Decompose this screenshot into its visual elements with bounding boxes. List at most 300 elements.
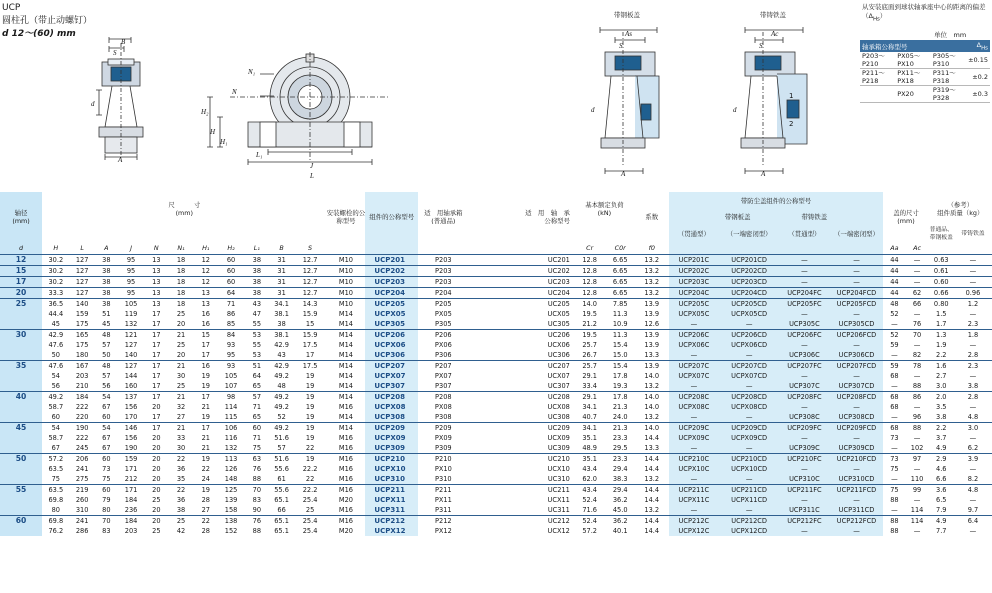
- table-cell: 38.1: [269, 329, 293, 340]
- table-cell: 222: [75, 433, 89, 442]
- table-cell: 22.2: [294, 484, 327, 495]
- table-cell: —: [905, 276, 928, 287]
- table-cell: 13: [144, 276, 168, 287]
- table-cell: 85: [226, 319, 236, 328]
- table-cell: 115: [224, 412, 238, 421]
- table-cell: UCP305CD: [830, 319, 884, 330]
- steel-cover-drawing: [585, 26, 675, 176]
- table-cell: 13.2: [644, 381, 660, 390]
- table-cell: UCP206FC: [779, 329, 830, 340]
- table-cell: —: [719, 319, 779, 330]
- col-H1: H₁: [202, 243, 210, 252]
- table-cell: 106: [218, 422, 244, 433]
- table-cell: 51.6: [274, 433, 289, 442]
- table-cell: 7.85: [605, 298, 634, 309]
- table-cell: UCP310C: [779, 474, 830, 485]
- table-cell: 19: [294, 391, 327, 402]
- table-cell: 29.4: [605, 484, 634, 495]
- table-cell: 127: [69, 265, 94, 276]
- table-cell: 11.3: [605, 329, 634, 340]
- table-cell: —: [891, 505, 898, 514]
- table-cell: —: [969, 495, 977, 504]
- table-cell: UCP208C: [669, 391, 720, 402]
- table-cell: 93: [226, 340, 236, 349]
- table-cell: 57: [102, 371, 111, 380]
- table-cell: —: [913, 433, 921, 442]
- table-cell: 4.8: [967, 412, 979, 421]
- table-cell: 13.9: [635, 329, 669, 340]
- table-cell: 21: [201, 433, 210, 442]
- table-cell: 13.9: [635, 298, 669, 309]
- table-cell: UCPX10CD: [719, 464, 779, 474]
- table-cell: 13.2: [635, 265, 669, 276]
- table-cell: M16: [338, 464, 353, 473]
- table-cell: 54: [51, 371, 60, 380]
- tolerance-header-housing: 轴承箱公称型号: [860, 40, 966, 52]
- table-cell: UCX07: [547, 371, 570, 380]
- table-row: [0, 360, 992, 371]
- table-cell: UCPX08CD: [719, 402, 779, 412]
- table-cell: 13: [144, 265, 168, 276]
- table-cell: 2.3: [967, 319, 979, 328]
- svg-text:As: As: [625, 30, 632, 38]
- table-cell: 138: [218, 515, 244, 526]
- table-cell: P210: [418, 453, 469, 464]
- table-cell: 47: [252, 309, 262, 318]
- header-dims: 尺 寸 (mm): [168, 201, 201, 217]
- table-cell: UC308: [547, 412, 570, 421]
- table-cell: —: [830, 265, 884, 276]
- table-cell: 88: [883, 515, 905, 526]
- table-cell: M10: [326, 276, 365, 287]
- table-cell: —: [719, 474, 779, 485]
- table-cell: 66: [905, 298, 928, 309]
- table-cell: 25: [152, 495, 161, 504]
- table-cell: 38: [95, 276, 118, 287]
- table-cell: 65: [252, 381, 262, 390]
- table-header: [0, 192, 992, 254]
- table-cell: 38: [244, 254, 269, 265]
- table-cell: UCP311CD: [830, 505, 884, 516]
- table-cell: 180: [75, 350, 89, 359]
- table-cell: —: [905, 254, 928, 265]
- table-cell: 206: [69, 453, 94, 464]
- unit-model: UCP207: [365, 360, 418, 371]
- table-cell: UCP212FC: [779, 515, 830, 526]
- table-cell: UCP204CD: [719, 287, 779, 298]
- table-cell: 212: [124, 474, 138, 483]
- table-cell: 1.5: [936, 309, 947, 318]
- table-cell: 113: [218, 453, 244, 464]
- table-cell: 19: [305, 371, 315, 380]
- table-cell: 1.3: [929, 329, 954, 340]
- table-cell: 47.6: [48, 340, 64, 349]
- table-cell: 23.3: [612, 433, 628, 442]
- table-cell: 55.6: [274, 464, 289, 473]
- table-cell: 29.4: [612, 464, 628, 473]
- table-cell: UCP206FCD: [830, 329, 884, 340]
- col-f0: f0: [648, 243, 655, 252]
- table-cell: —: [669, 319, 720, 330]
- table-cell: —: [669, 505, 720, 516]
- table-cell: 13.2: [635, 254, 669, 265]
- table-cell: M16: [326, 515, 365, 526]
- table-cell: M14: [338, 319, 353, 328]
- table-cell: —: [891, 443, 898, 452]
- table-cell: 14.4: [644, 526, 660, 535]
- table-cell: —: [954, 254, 992, 265]
- table-cell: 127: [69, 276, 94, 287]
- table-cell: 220: [75, 412, 89, 421]
- table-cell: 38: [176, 505, 186, 514]
- header-steel-closed: （一端密闭型）: [719, 226, 779, 242]
- svg-text:B: B: [121, 38, 126, 46]
- table-cell: PX12: [434, 526, 452, 535]
- table-cell: UCX12: [547, 526, 570, 535]
- table-row: [0, 371, 992, 381]
- table-cell: 22: [201, 464, 210, 473]
- table-cell: 17: [194, 391, 218, 402]
- table-cell: M14: [326, 360, 365, 371]
- table-row: [0, 298, 992, 309]
- header-mass: （参考） 组件质量（kg）: [937, 201, 984, 217]
- table-cell: 30.2: [42, 265, 69, 276]
- table-cell: 52: [277, 412, 286, 421]
- table-cell: 236: [124, 505, 138, 514]
- table-cell: 19: [305, 381, 315, 390]
- header-bolt: 安装螺栓的公称型号: [326, 209, 366, 225]
- table-cell: 16: [194, 360, 218, 371]
- unit-model: UCP208: [365, 391, 418, 402]
- table-cell: UCP309CD: [830, 443, 884, 454]
- table-cell: 19: [201, 381, 210, 390]
- table-cell: 132: [124, 319, 138, 328]
- table-cell: P209: [418, 422, 469, 433]
- table-cell: 45: [102, 319, 111, 328]
- unit-model: UCP212: [365, 515, 418, 526]
- table-cell: 51: [244, 360, 269, 371]
- header-shaft: 轴径 (mm): [0, 192, 42, 242]
- unit-model: UCPX12: [365, 526, 418, 536]
- table-cell: 2.3: [954, 360, 992, 371]
- table-cell: P208: [418, 391, 469, 402]
- table-cell: 42.9: [274, 340, 289, 349]
- table-cell: 3.9: [954, 453, 992, 464]
- table-cell: 20: [152, 443, 161, 452]
- table-cell: 27: [176, 412, 186, 421]
- unit-model: UCP309: [365, 443, 418, 454]
- table-cell: 19: [305, 433, 315, 442]
- table-cell: UCP210FCD: [830, 453, 884, 464]
- table-cell: UCP204FC: [779, 287, 830, 298]
- table-cell: UCPX08C: [669, 402, 720, 412]
- table-cell: 71: [252, 402, 262, 411]
- front-view-drawing: [190, 52, 390, 182]
- table-cell: 36.2: [605, 515, 634, 526]
- table-cell: 127: [69, 254, 94, 265]
- table-cell: 22.2: [302, 464, 318, 473]
- table-cell: 30: [176, 371, 186, 380]
- shaft-diameter: [0, 474, 42, 485]
- table-cell: UCP208FCD: [830, 391, 884, 402]
- table-cell: —: [830, 433, 884, 443]
- shaft-diameter: [0, 433, 42, 443]
- table-cell: P311: [435, 505, 452, 514]
- table-cell: 43: [277, 350, 286, 359]
- table-cell: 17.5: [294, 360, 327, 371]
- table-cell: 73: [883, 453, 905, 464]
- table-cell: 44: [883, 287, 905, 298]
- table-cell: 25.7: [582, 340, 597, 349]
- table-row: [0, 526, 992, 536]
- table-cell: UCP308CD: [830, 412, 884, 423]
- table-cell: 51.6: [269, 453, 293, 464]
- table-cell: 21: [168, 391, 193, 402]
- table-cell: UC203: [469, 276, 574, 287]
- table-cell: 57: [244, 391, 269, 402]
- table-cell: 18: [168, 265, 193, 276]
- table-row: [0, 402, 992, 412]
- table-cell: 28: [201, 495, 210, 504]
- table-cell: 68: [883, 391, 905, 402]
- table-cell: 3.5: [936, 402, 947, 411]
- table-cell: 71: [218, 298, 244, 309]
- table-cell: UC209: [469, 422, 574, 433]
- table-cell: M16: [338, 505, 353, 514]
- table-cell: 6.65: [605, 265, 634, 276]
- table-cell: 19: [294, 453, 327, 464]
- table-cell: 75: [890, 464, 899, 473]
- table-cell: 45: [51, 319, 60, 328]
- table-cell: 88: [252, 474, 262, 483]
- table-cell: 116: [224, 433, 238, 442]
- table-cell: 38: [95, 265, 118, 276]
- table-cell: 32: [176, 402, 186, 411]
- table-cell: 43.4: [582, 464, 597, 473]
- table-cell: 0.61: [929, 265, 954, 276]
- table-cell: 58.7: [48, 402, 64, 411]
- col-B: B: [279, 243, 284, 252]
- table-cell: P207: [418, 360, 469, 371]
- shaft-diameter: 35: [0, 360, 42, 371]
- table-cell: 12.8: [574, 254, 606, 265]
- table-row: [0, 381, 992, 392]
- table-cell: 13.2: [635, 287, 669, 298]
- table-cell: 127: [118, 360, 144, 371]
- table-cell: 53: [244, 329, 269, 340]
- table-cell: 73: [102, 464, 111, 473]
- table-cell: 18: [168, 298, 193, 309]
- table-cell: M10: [326, 298, 365, 309]
- table-cell: 310: [75, 505, 89, 514]
- svg-text:d: d: [591, 106, 595, 114]
- unit-model: UCP210: [365, 453, 418, 464]
- table-cell: 35.1: [574, 453, 606, 464]
- header-unit-no: 组件的公称型号: [365, 192, 418, 242]
- table-cell: 86: [905, 391, 928, 402]
- table-cell: UCP205C: [669, 298, 720, 309]
- table-cell: 3.7: [936, 433, 947, 442]
- table-cell: 64: [218, 287, 244, 298]
- table-cell: —: [969, 526, 977, 535]
- table-cell: 60: [218, 254, 244, 265]
- table-cell: 152: [224, 526, 238, 535]
- svg-text:d: d: [91, 100, 95, 108]
- table-cell: 65: [252, 412, 262, 421]
- table-cell: UCP307CD: [830, 381, 884, 392]
- unit-model: UCPX06: [365, 340, 418, 350]
- col-Ac: Ac: [913, 243, 921, 252]
- table-cell: 25: [305, 505, 315, 514]
- table-cell: P203: [418, 254, 469, 265]
- unit-model: UCPX10: [365, 464, 418, 474]
- table-cell: M16: [326, 453, 365, 464]
- table-cell: 175: [75, 340, 89, 349]
- table-cell: 10.9: [612, 319, 628, 328]
- table-cell: 14.0: [644, 402, 660, 411]
- unit-model: UCP209: [365, 422, 418, 433]
- table-cell: PX10: [434, 464, 452, 473]
- table-cell: 114: [905, 515, 928, 526]
- table-cell: —: [779, 433, 830, 443]
- table-cell: 17.8: [605, 391, 634, 402]
- table-cell: 98: [218, 391, 244, 402]
- table-cell: UCP210FC: [779, 453, 830, 464]
- table-cell: 21.3: [605, 422, 634, 433]
- col-Cr: Cr: [586, 243, 594, 252]
- table-cell: 17: [144, 422, 168, 433]
- table-cell: 19: [194, 484, 218, 495]
- table-cell: —: [913, 340, 921, 349]
- table-cell: 60: [95, 453, 118, 464]
- table-cell: 62: [905, 287, 928, 298]
- table-cell: 2.9: [929, 453, 954, 464]
- table-cell: PX06: [434, 340, 452, 349]
- table-cell: 69.8: [42, 515, 69, 526]
- table-cell: 13.2: [635, 276, 669, 287]
- table-row: [0, 254, 992, 265]
- table-cell: 22: [305, 443, 315, 452]
- table-cell: UCP206C: [669, 329, 720, 340]
- cast-cover-drawing: [725, 26, 825, 176]
- table-cell: 12: [194, 276, 218, 287]
- table-cell: P204: [418, 287, 469, 298]
- table-cell: 20: [152, 505, 161, 514]
- table-cell: M10: [326, 254, 365, 265]
- table-row: [0, 474, 992, 485]
- table-cell: 210: [75, 381, 89, 390]
- table-cell: 34.1: [582, 402, 597, 411]
- table-cell: 114: [910, 505, 924, 514]
- table-cell: UCP212FCD: [830, 515, 884, 526]
- table-cell: 29.1: [582, 371, 597, 380]
- table-cell: UCP308C: [779, 412, 830, 423]
- table-cell: 20: [152, 433, 161, 442]
- table-cell: 38: [244, 287, 269, 298]
- unit-model: UCP205: [365, 298, 418, 309]
- table-cell: 19.5: [574, 329, 606, 340]
- table-cell: 16: [201, 319, 210, 328]
- table-cell: 0.66: [929, 287, 954, 298]
- table-cell: 59: [890, 340, 899, 349]
- table-cell: —: [891, 381, 898, 390]
- table-cell: 30: [176, 443, 186, 452]
- shaft-diameter: 15: [0, 265, 42, 276]
- table-cell: 148: [224, 474, 238, 483]
- table-cell: 15.9: [294, 329, 327, 340]
- table-cell: 35: [176, 474, 186, 483]
- table-row: [0, 515, 992, 526]
- table-cell: 63: [244, 453, 269, 464]
- table-cell: 57.2: [582, 526, 597, 535]
- table-cell: 17: [152, 340, 161, 349]
- table-cell: M14: [326, 422, 365, 433]
- table-cell: UCPX07C: [669, 371, 720, 381]
- tolerance-header-delta: $\Delta_{Hs}$: [966, 40, 990, 52]
- unit-model: UCPX07: [365, 371, 418, 381]
- table-cell: 140: [124, 350, 138, 359]
- svg-text:N₁: N₁: [248, 68, 256, 76]
- table-cell: 48: [95, 329, 118, 340]
- table-cell: 13.9: [635, 360, 669, 371]
- shaft-diameter: [0, 464, 42, 474]
- table-cell: 80: [102, 505, 111, 514]
- table-cell: 25.7: [574, 360, 606, 371]
- table-cell: 75: [51, 474, 60, 483]
- table-cell: 18: [168, 254, 193, 265]
- table-cell: 20: [152, 402, 161, 411]
- col-H: H: [53, 243, 59, 252]
- table-cell: 110: [910, 474, 924, 483]
- table-cell: 43.4: [574, 484, 606, 495]
- table-cell: UCPX06CD: [719, 340, 779, 350]
- table-cell: —: [891, 319, 898, 328]
- table-cell: 52.4: [582, 495, 597, 504]
- table-cell: 114: [224, 402, 238, 411]
- table-cell: UCPX09C: [669, 433, 720, 443]
- table-cell: 33: [176, 433, 186, 442]
- table-cell: UCPX11C: [669, 495, 720, 505]
- table-cell: 40.7: [582, 412, 597, 421]
- table-cell: 175: [75, 319, 89, 328]
- table-cell: 31: [269, 265, 293, 276]
- table-row: [0, 309, 992, 319]
- table-cell: 9.7: [967, 505, 979, 514]
- table-cell: 11.3: [612, 309, 628, 318]
- table-cell: 57: [277, 443, 286, 452]
- table-row: [0, 287, 992, 298]
- table-cell: 63.5: [42, 484, 69, 495]
- table-cell: 34.1: [574, 422, 606, 433]
- table-cell: 165: [69, 329, 94, 340]
- side-section-drawing: [85, 35, 185, 163]
- table-cell: 25: [168, 515, 193, 526]
- table-cell: UCPX05CD: [719, 309, 779, 319]
- table-cell: 18: [168, 287, 193, 298]
- shaft-diameter: [0, 495, 42, 505]
- col-L1: L₁: [253, 243, 260, 252]
- header-rating: 基本额定负荷 (kN): [585, 201, 624, 217]
- shaft-diameter: 17: [0, 276, 42, 287]
- table-cell: 50: [102, 350, 111, 359]
- unit-model: UCP211: [365, 484, 418, 495]
- table-cell: 119: [124, 309, 138, 318]
- table-cell: —: [719, 443, 779, 454]
- table-cell: 222: [75, 402, 89, 411]
- table-cell: 69.8: [48, 495, 64, 504]
- unit-model: UCP306: [365, 350, 418, 361]
- unit-model: UCP308: [365, 412, 418, 423]
